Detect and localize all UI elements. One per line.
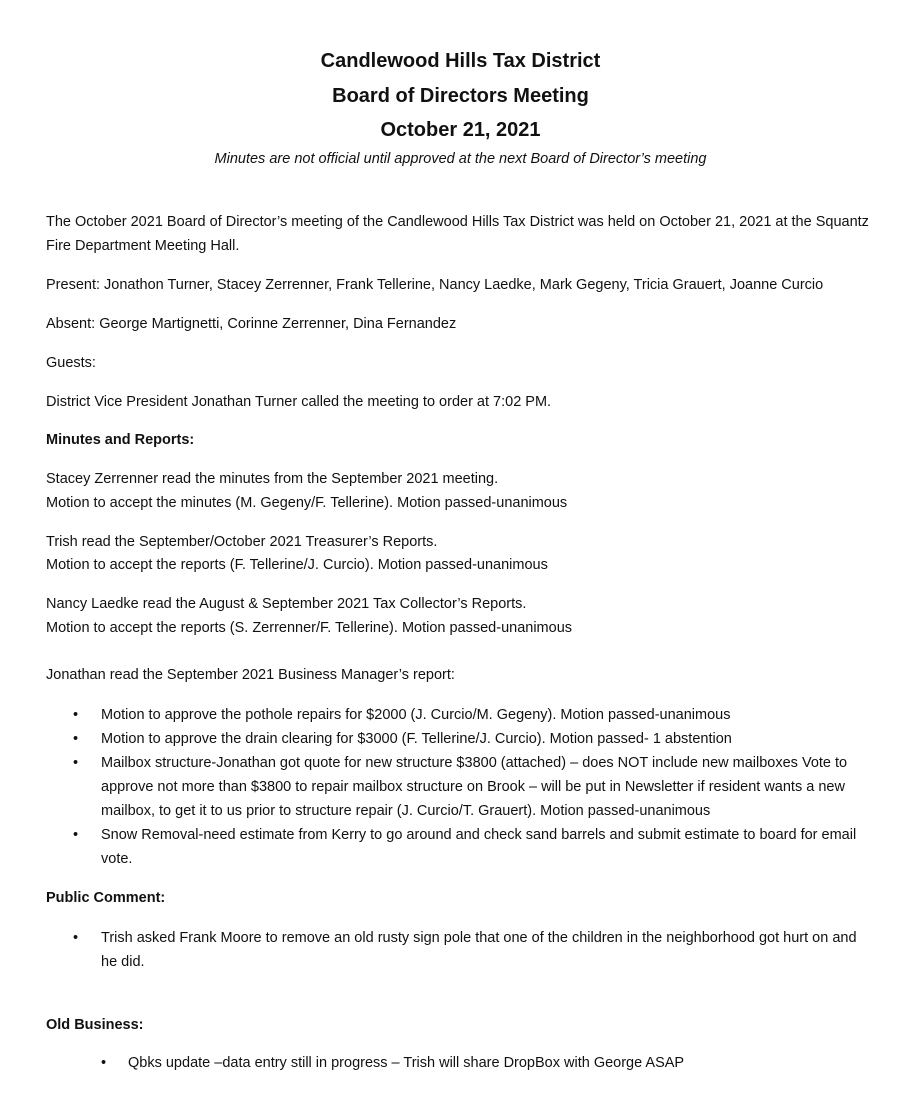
public-comment-heading: Public Comment:	[46, 890, 166, 906]
present-attendees: Present: Jonathon Turner, Stacey Zerrenner, Frank Tellerine, Nancy Laedke, Mark Gegeny, Tricia Grauert, Joanne Curcio	[46, 277, 824, 293]
list-item-text: Qbks update –data entry still in progress – Trish will share DropBox with George ASAP	[128, 1055, 685, 1071]
bullet-icon: •	[73, 731, 79, 747]
public-comment-list	[46, 926, 876, 974]
minutes-motion-line: Motion to accept the minutes (M. Gegeny/F. Tellerine). Motion passed-unanimous	[46, 495, 568, 511]
tax-collector-motion-line: Motion to accept the reports (S. Zerrenner/F. Tellerine). Motion passed-unanimous	[46, 620, 573, 636]
list-item-text: Snow Removal-need estimate from Kerry to go around and check sand barrels and submit estimate to board for email vote.	[101, 827, 857, 867]
list-item-text: Motion to approve the pothole repairs for $2000 (J. Curcio/M. Gegeny). Motion passed-unanimous	[101, 707, 731, 723]
meeting-title: Board of Directors Meeting	[332, 85, 589, 107]
list-item	[46, 926, 876, 974]
absent-attendees: Absent: George Martignetti, Corinne Zerrenner, Dina Fernandez	[46, 316, 457, 332]
tax-collector-read-line: Nancy Laedke read the August & September 2021 Tax Collector’s Reports.	[46, 596, 527, 612]
list-item	[46, 727, 876, 751]
treasurer-read-line: Trish read the September/October 2021 Treasurer’s Reports.	[46, 534, 438, 550]
meeting-date: October 21, 2021	[380, 119, 541, 141]
bullet-icon: •	[73, 707, 79, 723]
list-item	[46, 823, 876, 871]
old-business-list	[46, 1051, 876, 1075]
disclaimer-note: Minutes are not official until approved at the next Board of Director’s meeting	[214, 151, 707, 167]
district-title: Candlewood Hills Tax District	[320, 50, 601, 72]
minutes-read-line: Stacey Zerrenner read the minutes from the September 2021 meeting.	[46, 471, 499, 487]
old-business-heading: Old Business:	[46, 1017, 144, 1033]
bullet-icon: •	[73, 827, 79, 843]
minutes-reports-heading: Minutes and Reports:	[46, 432, 195, 448]
business-report-intro: Jonathan read the September 2021 Business Manager’s report:	[46, 667, 455, 683]
bullet-icon: •	[73, 930, 79, 946]
business-items-list	[46, 703, 876, 871]
bullet-icon: •	[101, 1055, 107, 1071]
call-to-order: District Vice President Jonathan Turner called the meeting to order at 7:02 PM.	[46, 394, 552, 410]
list-item-text: Motion to approve the drain clearing for $3000 (F. Tellerine/J. Curcio). Motion passed- 1 abstention	[101, 731, 732, 747]
list-item	[46, 751, 876, 823]
intro-paragraph: The October 2021 Board of Director’s meeting of the Candlewood Hills Tax District was held on October 21, 2021 at the Squantz Fire Department Meeting Hall.	[46, 214, 869, 254]
list-item	[46, 703, 876, 727]
list-item	[46, 1051, 876, 1075]
bullet-icon: •	[73, 755, 79, 771]
list-item-text: Mailbox structure-Jonathan got quote for new structure $3800 (attached) – does NOT include new mailboxes Vote to approve not more than $3800 to repair mailbox structure on Brook – will be put in Newsletter if resident wants a new mailbox, to get it to us prior to structure repair (J. Curcio/T. Grauert). Motion passed-unanimous	[101, 755, 848, 819]
treasurer-motion-line: Motion to accept the reports (F. Tellerine/J. Curcio). Motion passed-unanimous	[46, 557, 548, 573]
guests-line: Guests:	[46, 355, 96, 371]
list-item-text: Trish asked Frank Moore to remove an old rusty sign pole that one of the children in the neighborhood got hurt on and he did.	[101, 930, 857, 970]
